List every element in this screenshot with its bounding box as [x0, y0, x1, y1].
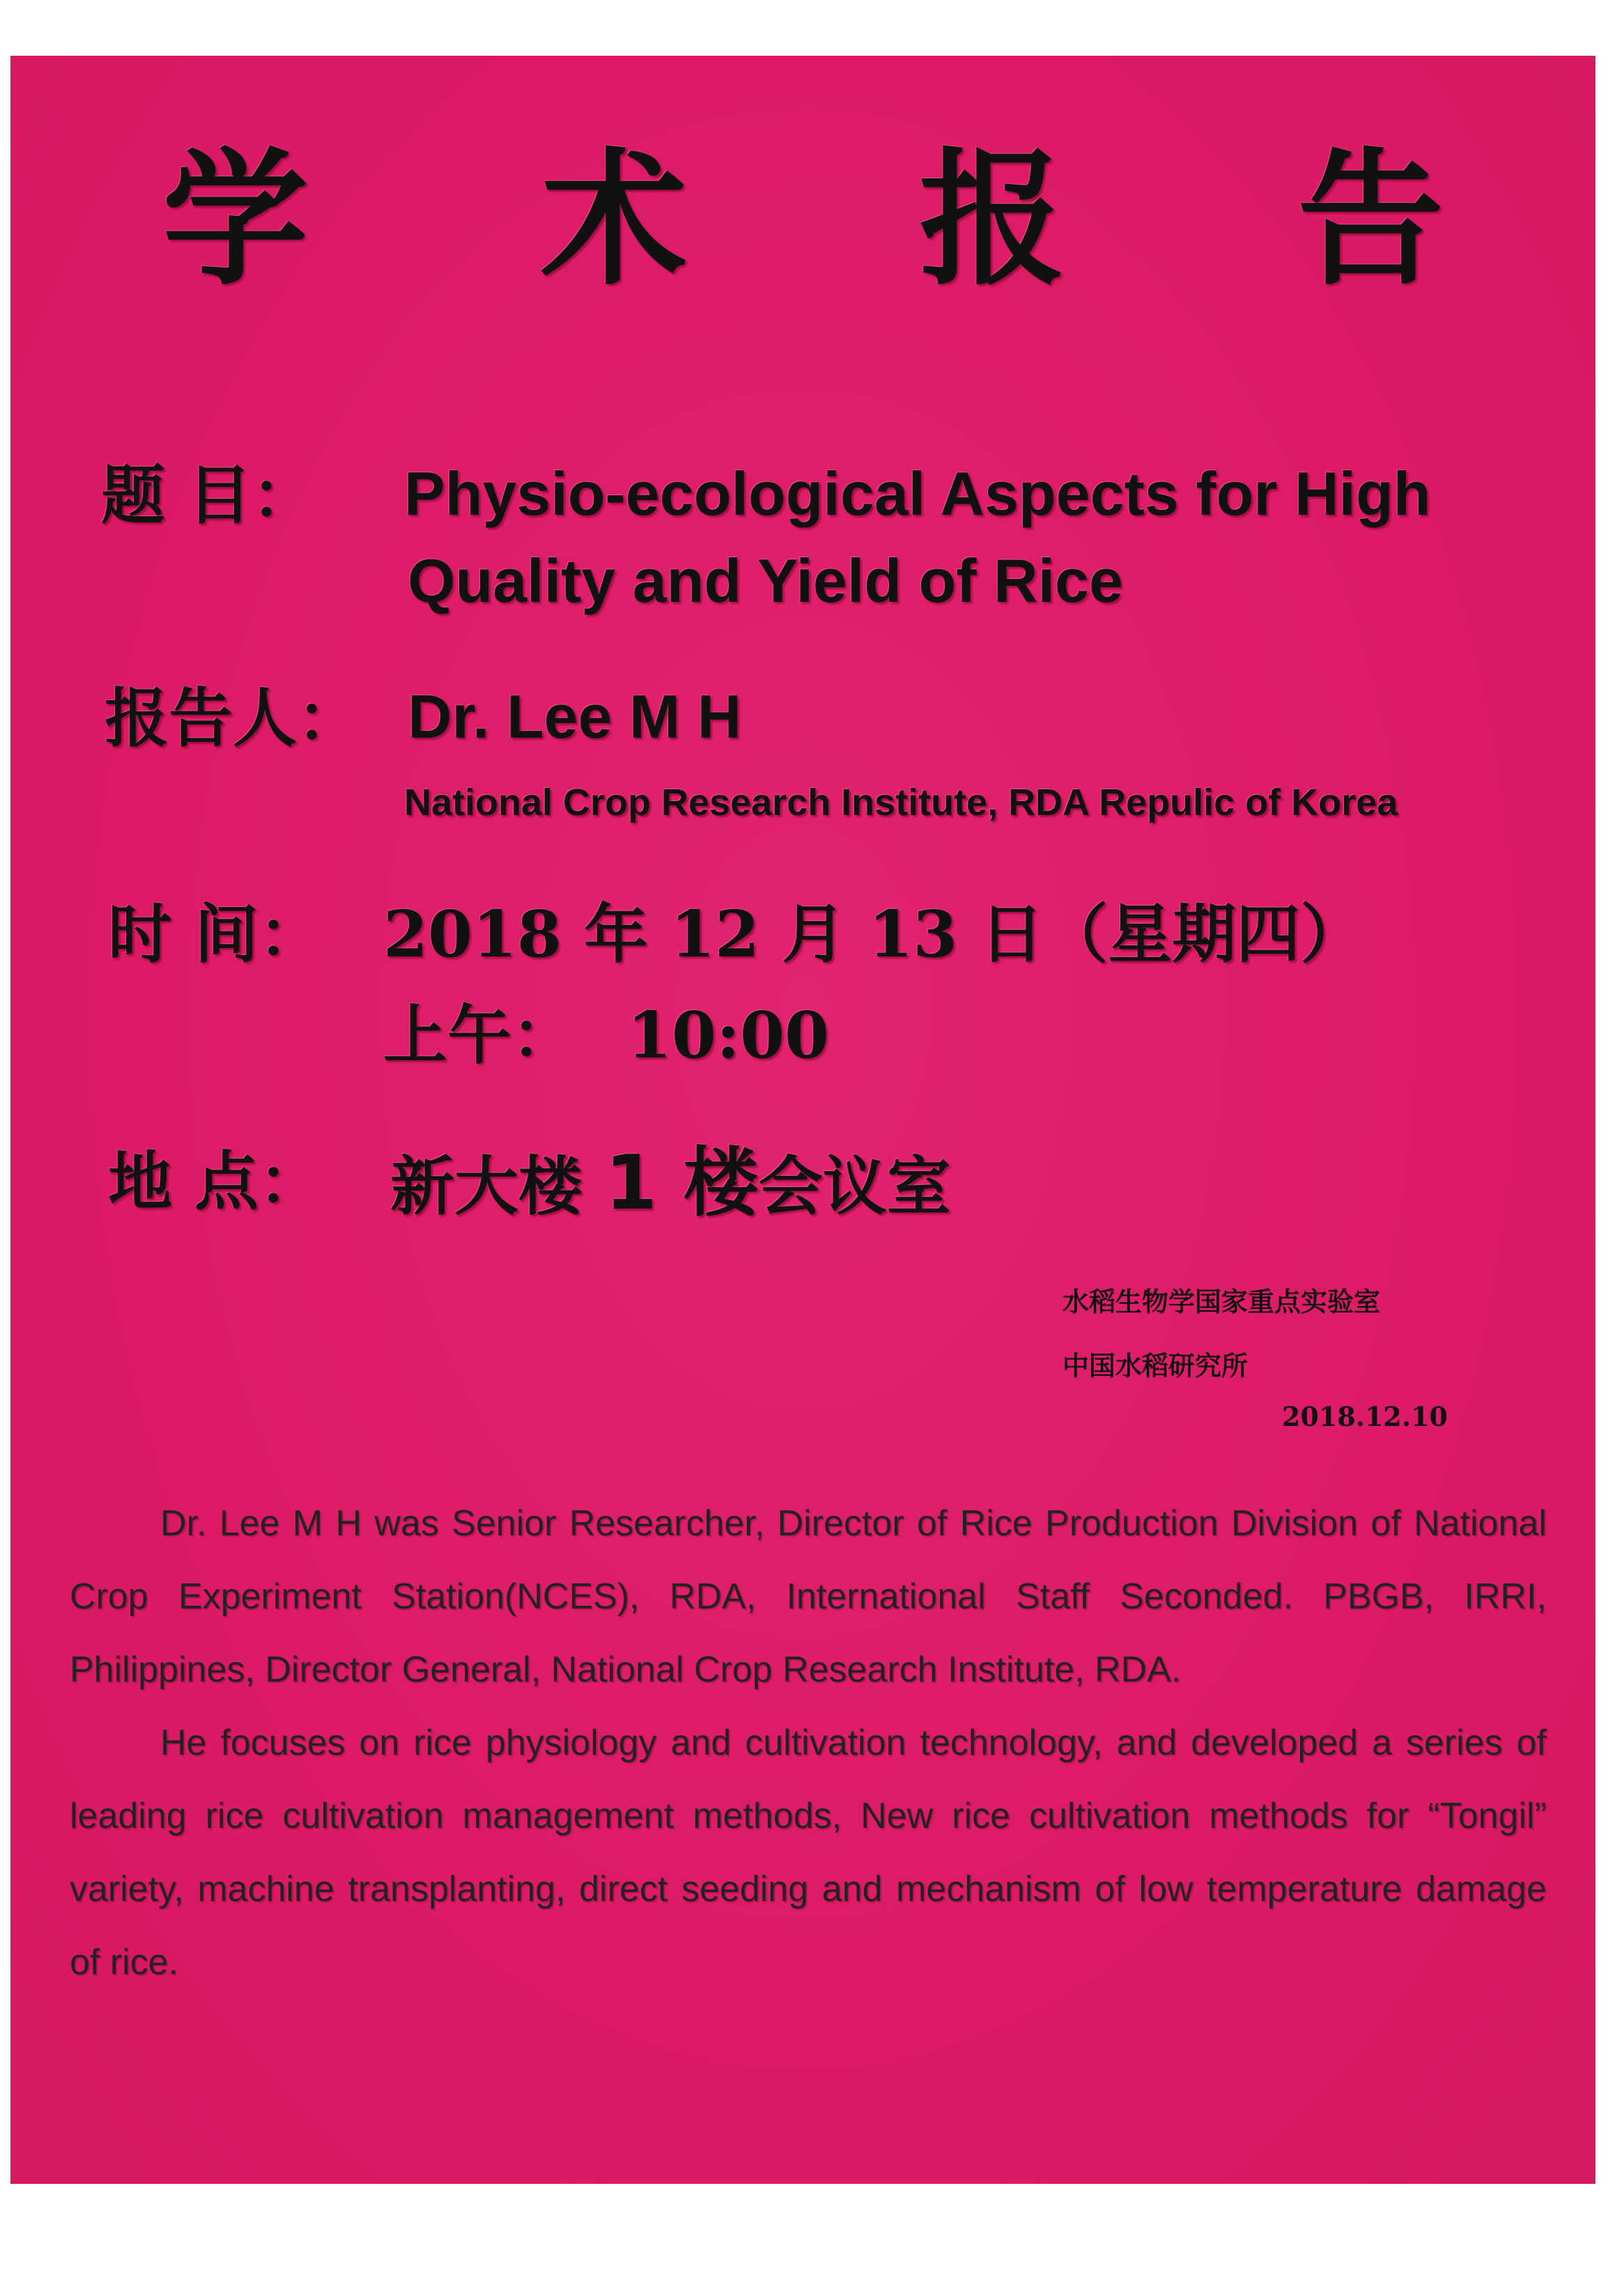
time-label: 时 间：: [108, 897, 323, 972]
bio-paragraph-1: Dr. Lee M H was Senior Researcher, Director of Rice Production Division of National Crop Experiment Station(NCES), RDA, International Staff Seconded. PBGB, IRRI, Philippines, Director General, National Crop Research Institute, RDA.: [70, 1503, 1547, 1690]
place-floor: 1 楼: [605, 1140, 759, 1227]
time-period: 上午：: [383, 998, 576, 1073]
poster-sheet: [10, 56, 1595, 2184]
place-text: [390, 1140, 951, 1227]
speaker-name: Dr. Lee M H: [408, 682, 742, 751]
poster-heading: 学 术 报 告: [162, 133, 1535, 305]
place-building: 新大楼: [390, 1149, 583, 1224]
speaker-label: 报告人：: [105, 681, 362, 756]
topic-label: 题 目：: [101, 458, 316, 533]
topic-line-2: Quality and Yield of Rice: [408, 546, 1123, 615]
organizer-institute: 中国水稻研究所: [1062, 1350, 1248, 1381]
organizer-lab: 水稻生物学国家重点实验室: [1062, 1286, 1381, 1317]
place-room: 会议室: [758, 1149, 951, 1224]
bio-paragraph-2: He focuses on rice physiology and cultivation technology, and developed a series of leading rice cultivation management methods, New rice cultivation methods for “Tongil” variety, machine transplanting, direct seeding and mechanism of low temperature damage of rice.: [70, 1723, 1547, 1983]
time-date: 2018 年 12 月 13 日（星期四）: [383, 897, 1365, 972]
issue-date: 2018.12.10: [1282, 1401, 1448, 1432]
speaker-bio: [70, 1487, 1547, 1999]
topic-line-1: Physio-ecological Aspects for High: [404, 459, 1431, 528]
time-clock: 10:00: [627, 998, 830, 1073]
place-label: 地 点：: [108, 1144, 323, 1219]
speaker-affiliation: National Crop Research Institute, RDA Repulic of Korea: [404, 782, 1398, 823]
